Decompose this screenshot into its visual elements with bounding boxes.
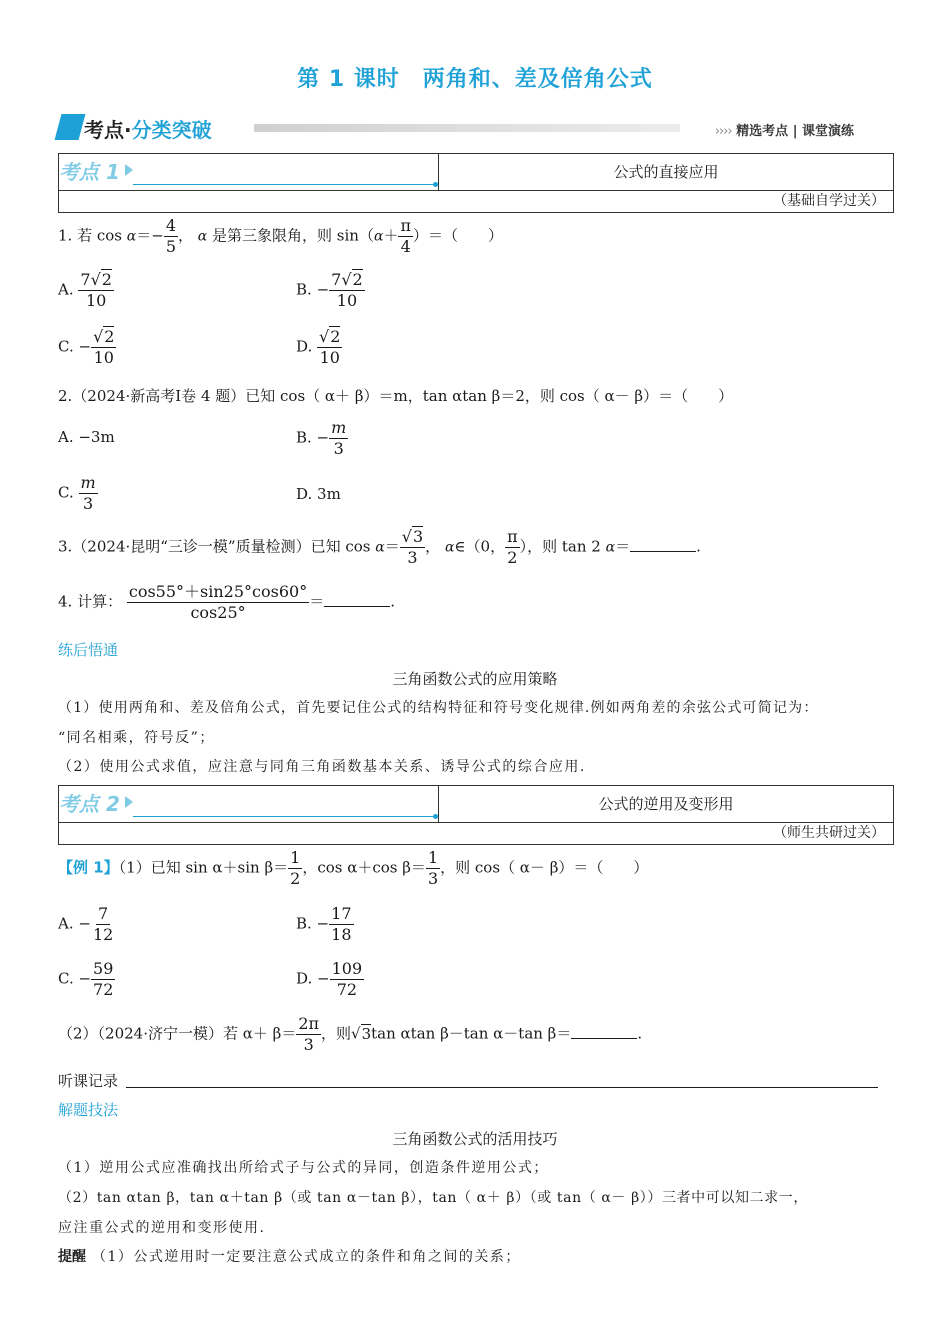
lianhou-heading: 练后悟通 xyxy=(58,641,119,659)
fraction: $\frac{\pi}{4}$ xyxy=(400,216,411,256)
example-1: 【例 1】（1）已知 sin α＋sin β＝ $\frac{1}{2}$ ，cos α＋cos β＝ $\frac{1}{3}$ ，则 cos（ α－ β）＝（ ） xyxy=(58,848,649,888)
fraction: $\frac{59}{72}$ xyxy=(93,959,114,999)
fraction: $\frac{√2}{10}$ xyxy=(319,327,341,367)
fraction: $\frac{2\pi}{3}$ xyxy=(298,1014,320,1054)
kaodian-1-label: 考点 1 xyxy=(59,160,120,184)
fraction: $\frac{7√2}{10}$ xyxy=(331,270,363,310)
fraction: $\frac{7}{12}$ xyxy=(92,904,114,944)
banner-tab-icon xyxy=(55,114,86,140)
question-1: 1. 若 cos α＝− $\frac{4}{5}$ ， α 是第三象限角，则 sin（α＋ $\frac{\pi}{4}$ ）＝（ ） xyxy=(58,216,503,256)
numerator: √2 xyxy=(93,327,115,346)
notes-line[interactable] xyxy=(126,1087,878,1088)
strategy-line-2: “同名相乘，符号反”； xyxy=(58,730,215,746)
fraction: $\frac{√2}{10}$ xyxy=(93,327,115,367)
fraction: $\frac{\pi}{2}$ xyxy=(507,527,518,567)
arrows-icon: ›››› xyxy=(714,124,732,139)
example-1-part-2: （2）（2024·济宁一模）若 α＋ β＝ $\frac{2\pi}{3}$ ，则√3tan αtan β－tan α－tan β＝ . xyxy=(58,1014,643,1054)
jieti-heading: 解题技法 xyxy=(58,1101,119,1119)
tingke-label: 听课记录 xyxy=(58,1072,119,1090)
numerator: √2 xyxy=(319,327,341,346)
question-4: 4. 计算： $\frac{\cos 55^\circ+\sin 25^\circ\cos 60^\circ}{\cos 25^\circ}$ ＝ . xyxy=(58,582,395,622)
remind-line: 提醒 （1）公式逆用时一定要注意公式成立的条件和角之间的关系； xyxy=(58,1249,521,1265)
fraction: $\frac{17}{18}$ xyxy=(331,904,352,944)
numerator: 7√2 xyxy=(331,270,363,289)
q1-option-b[interactable]: B. − $\frac{7√2}{10}$ xyxy=(296,270,363,310)
section-banner xyxy=(58,112,894,146)
kaodian-1-header xyxy=(58,153,894,191)
fraction: $\frac{\cos 55^\circ+\sin 25^\circ\cos 60^\circ}{\cos 25^\circ}$ xyxy=(128,582,308,622)
divider xyxy=(133,816,435,817)
triangle-icon xyxy=(125,164,133,176)
fraction: $\frac{√3}{3}$ xyxy=(401,527,424,567)
banner-bar xyxy=(254,124,680,132)
answer-blank[interactable] xyxy=(324,606,390,607)
fraction: $\frac{4}{5}$ xyxy=(165,216,176,256)
ex1-option-a[interactable]: A. − $\frac{7}{12}$ xyxy=(58,904,114,944)
ex1-option-d[interactable]: D. − $\frac{109}{72}$ xyxy=(296,959,363,999)
kaodian-2-name: 公式的逆用及变形用 xyxy=(598,795,734,813)
fraction: $\frac{7√2}{10}$ xyxy=(80,270,112,310)
fraction: $\frac{m}{3}$ xyxy=(80,473,96,513)
numerator: 7√2 xyxy=(80,270,112,289)
page-title: 第 1 课时 两角和、差及倍角公式 xyxy=(297,67,653,92)
skills-line-3: 应注重公式的逆用和变形使用. xyxy=(58,1220,266,1236)
fraction: $\frac{m}{3}$ xyxy=(331,418,347,458)
kaodian-1-name: 公式的直接应用 xyxy=(613,163,719,181)
numerator: √3 xyxy=(401,527,424,546)
kaodian-2-sub: （师生共研过关） xyxy=(58,822,894,845)
strategy-line-3: （2）使用公式求值，应注意与同角三角函数基本关系、诱导公式的综合应用. xyxy=(58,759,586,775)
fraction: $\frac{1}{2}$ xyxy=(290,848,301,888)
q2-option-c[interactable]: C. $\frac{m}{3}$ xyxy=(58,473,96,513)
answer-blank[interactable] xyxy=(571,1038,637,1039)
kaodian-2-header xyxy=(58,785,894,823)
q2-option-d[interactable]: D. 3m xyxy=(296,485,341,503)
example-tag: 【例 1】 xyxy=(58,858,119,877)
q1-option-a[interactable]: A. $\frac{7√2}{10}$ xyxy=(58,270,112,310)
kaodian-1-sub: （基础自学过关） xyxy=(58,190,894,213)
q2-option-a[interactable]: A. −3m xyxy=(58,428,115,446)
banner-heading: 考点·分类突破 xyxy=(84,118,212,142)
skills-line-2: （2）tan αtan β，tan α＋tan β（或 tan α－tan β），tan（ α＋ β）（或 tan（ α－ β））三者中可以知二求一， xyxy=(58,1190,808,1206)
strategy-line-1: （1）使用两角和、差及倍角公式，首先要记住公式的结构特征和符号变化规律.例如两角差的余弦公式可简记为： xyxy=(58,700,819,716)
divider xyxy=(133,184,435,185)
skills-line-1: （1）逆用公式应准确找出所给式子与公式的异同，创造条件逆用公式； xyxy=(58,1160,549,1176)
answer-blank[interactable] xyxy=(630,551,696,552)
skills-title: 三角函数公式的活用技巧 xyxy=(392,1130,558,1148)
banner-right: ›››› 精选考点 | 课堂演练 xyxy=(714,124,854,139)
ex1-option-c[interactable]: C. − $\frac{59}{72}$ xyxy=(58,959,114,999)
q2-option-b[interactable]: B. − $\frac{m}{3}$ xyxy=(296,418,347,458)
question-3: 3.（2024·昆明“三诊一模”质量检测）已知 cos α＝ $\frac{√3}{3}$ ， α∈（0， $\frac{\pi}{2}$ ），则 tan 2 α＝ . xyxy=(58,527,701,567)
q1-option-d[interactable]: D. $\frac{√2}{10}$ xyxy=(296,327,341,367)
question-2: 2.（2024·新高考Ⅰ卷 4 题）已知 cos（ α＋ β）＝m，tan αtan β＝2，则 cos（ α－ β）＝（ ） xyxy=(58,387,734,405)
fraction: $\frac{1}{3}$ xyxy=(427,848,439,888)
ex1-option-b[interactable]: B. − $\frac{17}{18}$ xyxy=(296,904,352,944)
triangle-icon xyxy=(125,796,133,808)
strategy-title: 三角函数公式的应用策略 xyxy=(392,670,558,688)
remind-label: 提醒 xyxy=(58,1249,86,1265)
q1-option-c[interactable]: C. − $\frac{√2}{10}$ xyxy=(58,327,115,367)
kaodian-2-label: 考点 2 xyxy=(59,792,120,816)
fraction: $\frac{109}{72}$ xyxy=(331,959,363,999)
